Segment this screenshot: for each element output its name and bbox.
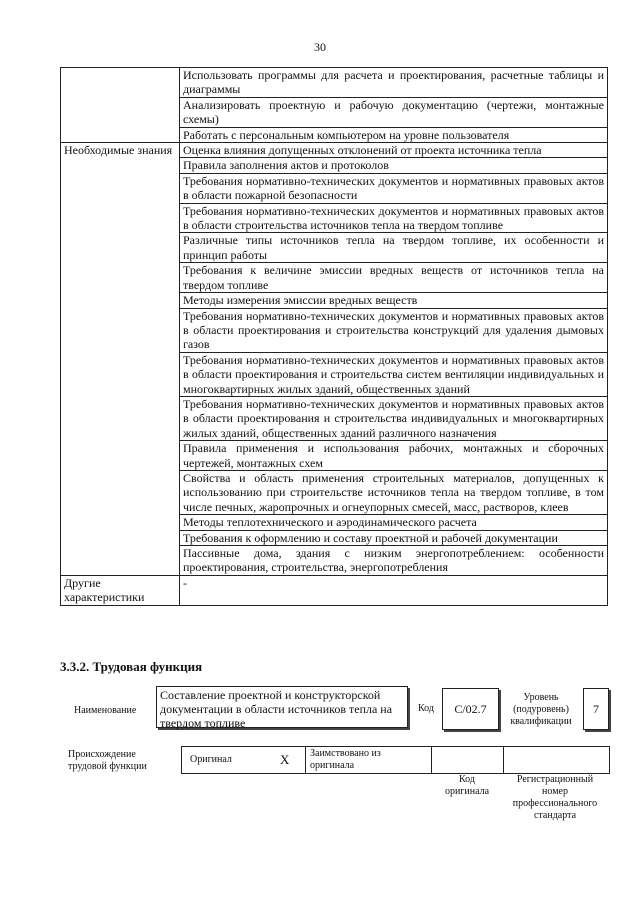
requirement-item: Требования к оформлению и составу проектной и рабочей документации [180, 530, 608, 545]
requirements-table [60, 67, 608, 606]
table-row [61, 143, 608, 158]
section-heading: 3.3.2. Трудовая функция [60, 659, 203, 674]
requirement-item: Требования нормативно-технических документов и нормативных правовых актов в области проектирования и строительства систем вентиляции индивидуальных и многоквартирных жилых зданий, общественных зданий [180, 352, 608, 396]
requirement-item: - [180, 575, 608, 605]
function-code-value: C/02.7 [454, 701, 487, 716]
code-caption: Код оригинала [444, 774, 490, 797]
name-label: Наименование [74, 705, 137, 716]
original-mark: X [280, 752, 290, 767]
requirements-table-body [61, 68, 608, 606]
function-name-box [156, 686, 408, 728]
requirement-item: Анализировать проектную и рабочую документацию (чертежи, монтажные схемы) [180, 97, 608, 127]
borrowed-label: Заимствовано из оригинала [310, 748, 381, 771]
origin-label: Происхождение трудовой функции [68, 749, 147, 772]
function-code-box [442, 688, 499, 730]
requirement-item: Свойства и область применения строительных материалов, допущенных к использованию при строительстве источников тепла на твердом топливе, в том числе печных, жаропрочных и огнеупорных смесей, масс, растворов, клеев [180, 470, 608, 514]
level-box [583, 688, 609, 730]
original-code-cell [431, 746, 505, 774]
row-label [61, 68, 180, 143]
requirement-item: Требования нормативно-технических документов и нормативных правовых актов в области проектирования и строительства индивидуальных и многоквартирных жилых зданий, общественных зданий различного назначения [180, 396, 608, 440]
requirement-item: Использовать программы для расчета и проектирования, расчетные таблицы и диаграммы [180, 68, 608, 98]
function-name-value: Составление проектной и конструкторской документации в области источников тепла на твердом топливе [160, 688, 393, 730]
requirement-item: Оценка влияния допущенных отклонений от проекта источника тепла [180, 143, 608, 158]
requirement-item: Требования к величине эмиссии вредных веществ от источников тепла на твердом топливе [180, 263, 608, 293]
requirement-item: Требования нормативно-технических документов и нормативных правовых актов в области проектирования и строительства конструкций для удаления дымовых газов [180, 308, 608, 352]
requirement-item: Методы теплотехнического и аэродинамического расчета [180, 515, 608, 530]
table-row [61, 68, 608, 98]
original-label: Оригинал [190, 754, 232, 765]
level-label: Уровень (подуровень) квалификации [510, 692, 572, 727]
requirement-item: Различные типы источников тепла на твердом топливе, их особенности и принцип работы [180, 233, 608, 263]
code-label: Код [418, 703, 434, 714]
requirement-item: Требования нормативно-технических документов и нормативных правовых актов в области строительства источников тепла на твердом топливе [180, 203, 608, 233]
level-value: 7 [593, 701, 599, 716]
requirement-item: Требования нормативно-технических документов и нормативных правовых актов в области пожарной безопасности [180, 173, 608, 203]
table-row [61, 575, 608, 605]
requirement-item: Пассивные дома, здания с низким энергопотреблением: особенности проектирования, строительства, энергопотребления [180, 546, 608, 576]
original-cell [181, 746, 307, 774]
row-label: Необходимые знания [61, 143, 180, 576]
requirement-item: Работать с персональным компьютером на уровне пользователя [180, 127, 608, 142]
reg-caption: Регистрационный номер профессионального стандарта [512, 774, 598, 821]
requirement-item: Правила заполнения актов и протоколов [180, 158, 608, 173]
borrowed-cell [305, 746, 433, 774]
page-number: 30 [314, 40, 326, 54]
reg-number-cell [503, 746, 610, 774]
row-label: Другие характеристики [61, 575, 180, 605]
requirement-item: Правила применения и использования рабочих, монтажных и сборочных чертежей, монтажных схем [180, 441, 608, 471]
requirement-item: Методы измерения эмиссии вредных веществ [180, 293, 608, 308]
